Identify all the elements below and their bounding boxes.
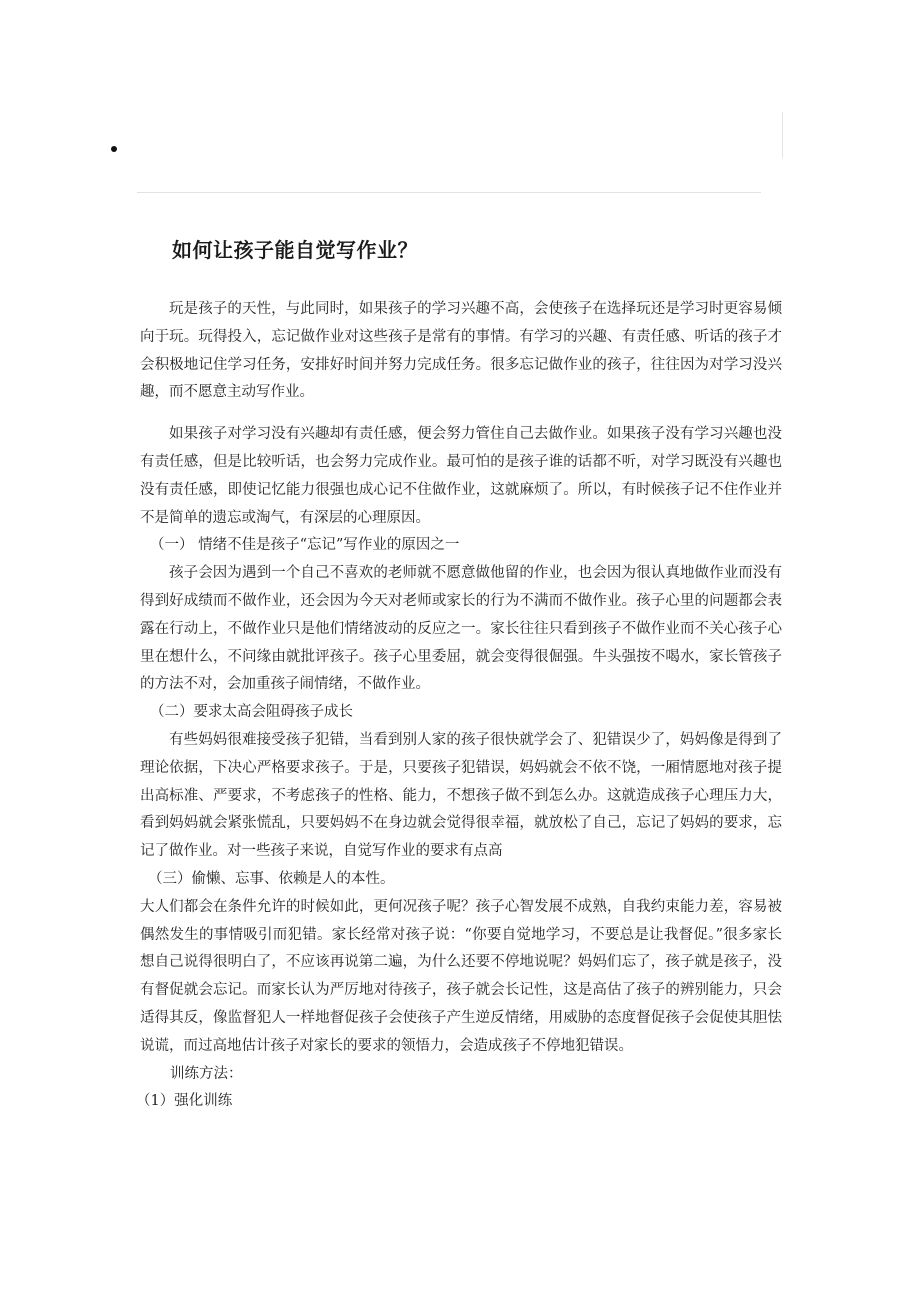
horizontal-rule <box>137 192 761 193</box>
section-heading-2: （二）要求太高会阻碍孩子成长 <box>150 704 353 721</box>
training-item-1: （1）强化训练 <box>136 1093 233 1110</box>
bullet-dot <box>111 146 117 152</box>
paragraph-nature: 大人们都会在条件允许的时候如此，更何况孩子呢？孩子心智发展不成熟，自我约束能力差，容易被偶然发生的事情吸引而犯错。家长经常对孩子说：“你要自觉地学习，不要总是让我督促。”很多家长想自己说得很明白了，不应该再说第二遍，为什么还要不停地说呢？妈妈们忘了，孩子就是孩子，没有督促就会忘记。而家长认为严厉地对待孩子，孩子就会长记性，这是高估了孩子的辨别能力，只会适得其反，像监督犯人一样地督促孩子会使孩子产生逆反情绪，用威胁的态度督促孩子会促使其胆怯说谎，而过高地估计孩子对家长的要求的领悟力，会造成孩子不停地犯错误。 <box>140 898 782 1054</box>
article-body <box>136 296 782 1116</box>
paragraph-intro: 玩是孩子的天性，与此同时，如果孩子的学习兴趣不高，会使孩子在选择玩还是学习时更容易倾向于玩。玩得投入，忘记做作业对这些孩子是常有的事情。有学习的兴趣、有责任感、听话的孩子才会积极地记住学习任务，安排好时间并努力完成任务。很多忘记做作业的孩子，往往因为对学习没兴趣，而不愿意主动写作业。 <box>140 301 782 401</box>
page-title: 如何让孩子能自觉写作业？ <box>172 238 418 262</box>
section-heading-3: （三）偷懒、忘事、依赖是人的本性。 <box>148 870 395 887</box>
paragraph-interest: 如果孩子对学习没有兴趣却有责任感，便会努力管住自己去做作业。如果孩子没有学习兴趣也没有责任感，但是比较听话，也会努力完成作业。最可怕的是孩子谁的话都不听，对学习既没有兴趣也没有责任感，即使记忆能力很强也成心记不住做作业，这就麻烦了。所以，有时候孩子记不住作业并不是简单的遗忘或淘气，有深层的心理原因。 <box>140 426 782 526</box>
paragraph-requirements: 有些妈妈很难接受孩子犯错，当看到别人家的孩子很快就学会了、犯错误少了，妈妈像是得到了理论依据，下决心严格要求孩子。于是，只要孩子犯错误，妈妈就会不依不饶，一厢情愿地对孩子提出高标准、严要求，不考虑孩子的性格、能力，不想孩子做不到怎么办。这就造成孩子心理压力大，看到妈妈就会紧张慌乱，只要妈妈不在身边就会觉得很幸福，就放松了自己，忘记了妈妈的要求，忘记了做作业。对一些孩子来说，自觉写作业的要求有点高 <box>140 731 782 860</box>
vertical-divider <box>782 112 783 158</box>
section-heading-1: （一） 情绪不佳是孩子“忘记”写作业的原因之一 <box>150 537 460 554</box>
training-method-label: 训练方法： <box>170 1065 243 1082</box>
paragraph-emotion: 孩子会因为遇到一个自己不喜欢的老师就不愿意做他留的作业，也会因为很认真地做作业而没有得到好成绩而不做作业，还会因为今天对老师或家长的行为不满而不做作业。孩子心里的问题都会表露在行动上，不做作业只是他们情绪波动的反应之一。家长往往只看到孩子不做作业而不关心孩子心里在想什么，不问缘由就批评孩子。孩子心里委屈，就会变得很倔强。牛头强按不喝水，家长管孩子的方法不对，会加重孩子闹情绪，不做作业。 <box>140 565 782 693</box>
